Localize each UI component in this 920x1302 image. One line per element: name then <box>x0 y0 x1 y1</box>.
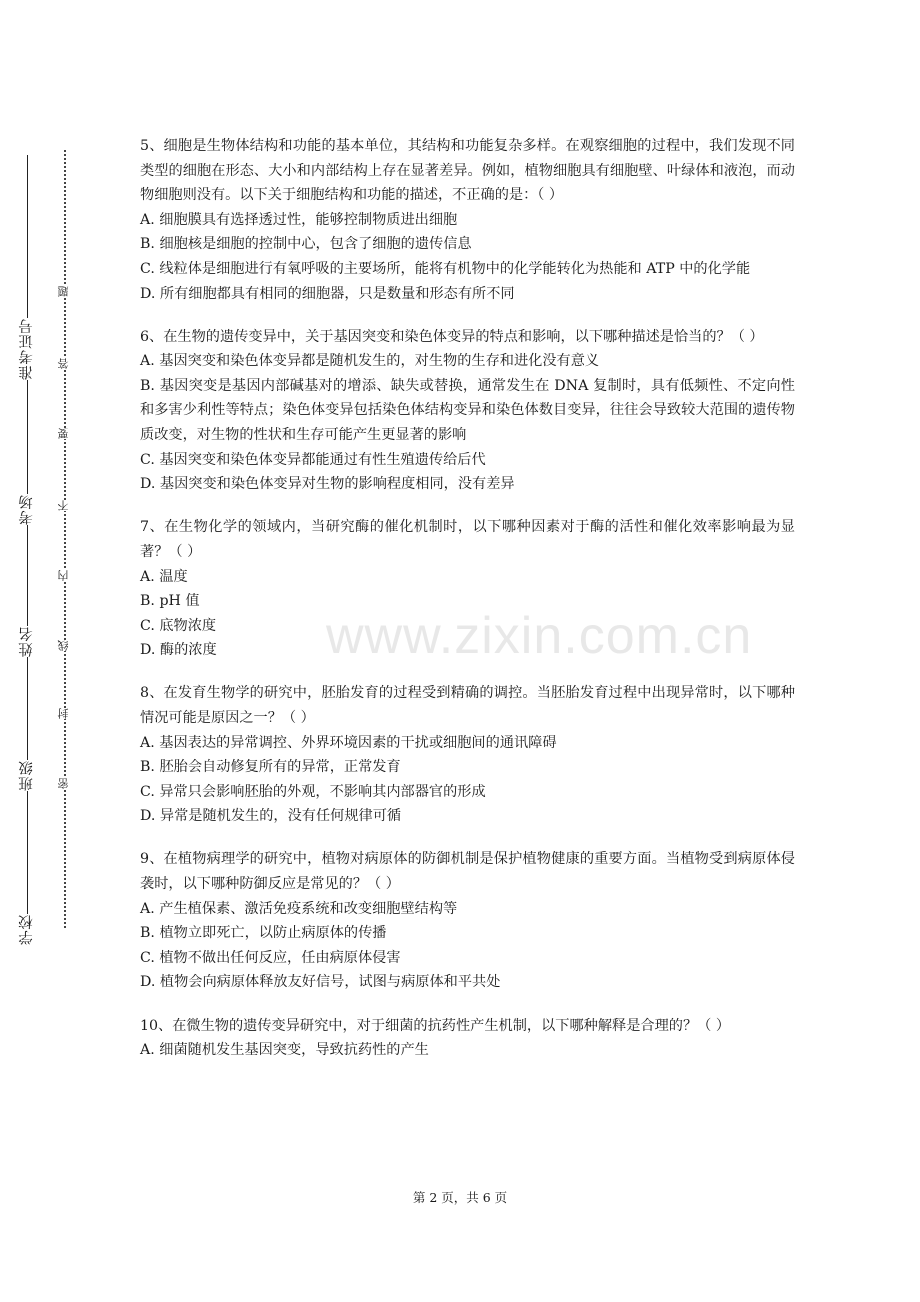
seal-char: 内 <box>55 570 73 581</box>
question-6 <box>140 325 795 497</box>
option-c: C. 底物浓度 <box>140 617 217 634</box>
question-stem: 10、在微生物的遗传变异研究中，对于细菌的抗药性产生机制，以下哪种解释是合理的？（ ） <box>140 1017 731 1034</box>
seal-dotted-line <box>64 150 66 928</box>
question-stem: 8、在发育生物学的研究中，胚胎发育的过程受到精确的调控。当胚胎发育过程中出现异常时，以下哪种情况可能是原因之一？（ ） <box>140 685 795 726</box>
sidebar-label-class: 班级 <box>13 760 41 791</box>
option-c: C. 植物不做出任何反应，任由病原体侵害 <box>140 949 401 966</box>
question-stem: 9、在植物病理学的研究中，植物对病原体的防御机制是保护植物健康的重要方面。当植物受到病原体侵袭时，以下哪种防御反应是常见的？（ ） <box>140 851 795 893</box>
sidebar-label-exam-room: 考场 <box>13 494 41 525</box>
seal-char: 要 <box>55 428 73 439</box>
option-a: A. 细胞膜具有选择透过性，能够控制物质进出细胞 <box>140 211 458 228</box>
option-a: A. 基因突变和染色体变异都是随机发生的，对生物的生存和进化没有意义 <box>140 353 600 370</box>
question-10 <box>140 1014 795 1063</box>
seal-char: 线 <box>55 640 73 651</box>
option-d: D. 所有细胞都具有相同的细胞器，只是数量和形态有所不同 <box>140 285 515 302</box>
option-b: B. 细胞核是细胞的控制中心，包含了细胞的遗传信息 <box>140 236 472 253</box>
option-a: A. 产生植保素、激活免疫系统和改变细胞壁结构等 <box>140 900 458 917</box>
sidebar-label-school: 学校 <box>13 914 41 945</box>
seal-char: 答 <box>55 358 73 369</box>
option-d: D. 酶的浓度 <box>140 642 217 659</box>
option-b: B. 胚胎会自动修复所有的异常，正常发育 <box>140 759 401 776</box>
question-5 <box>140 134 795 306</box>
option-a: A. 温度 <box>140 568 188 585</box>
seal-char: 密 <box>55 778 73 789</box>
question-8 <box>140 681 795 829</box>
sidebar-label-name: 姓名 <box>13 626 41 657</box>
question-stem: 6、在生物的遗传变异中，关于基因突变和染色体变异的特点和影响，以下哪种描述是恰当的？（ ） <box>140 328 764 345</box>
option-a: A. 基因表达的异常调控、外界环境因素的干扰或细胞间的通讯障碍 <box>140 734 557 751</box>
option-d: D. 植物会向病原体释放友好信号，试图与病原体和平共处 <box>140 974 501 991</box>
page-footer: 第 2 页，共 6 页 <box>412 1190 508 1205</box>
question-stem: 7、在生物化学的领域内，当研究酶的催化机制时，以下哪种因素对于酶的活性和催化效率影响最为显著？（ ） <box>140 519 795 560</box>
seal-char: 不 <box>55 500 73 511</box>
seal-char: 封 <box>55 708 73 719</box>
option-b: B. 植物立即死亡，以防止病原体的传播 <box>140 925 387 942</box>
option-c: C. 异常只会影响胚胎的外观，不影响其内部器官的形成 <box>140 783 486 800</box>
option-b: B. 基因突变是基因内部碱基对的增添、缺失或替换，通常发生在 DNA 复制时，具有低频性、不定向性和多害少利性等特点；染色体变异包括染色体结构变异和染色体数目变异，往往会导致较大范围的遗传物质改变，对生物的性状和生存可能产生更显著的影响 <box>140 377 795 444</box>
option-d: D. 基因突变和染色体变异对生物的影响程度相同，没有差异 <box>140 476 515 493</box>
binding-line <box>27 155 28 925</box>
sidebar-label-exam-number: 准考证号 <box>13 318 41 380</box>
option-d: D. 异常是随机发生的，没有任何规律可循 <box>140 808 402 825</box>
question-stem: 5、细胞是生物体结构和功能的基本单位，其结构和功能复杂多样。在观察细胞的过程中，我们发现不同类型的细胞在形态、大小和内部结构上存在显著差异。例如，植物细胞具有细胞壁、叶绿体和液泡，而动物细胞则没有。以下关于细胞结构和功能的描述，不正确的是：（ ） <box>140 138 795 204</box>
option-c: C. 线粒体是细胞进行有氧呼吸的主要场所，能将有机物中的化学能转化为热能和 ATP 中的化学能 <box>140 260 751 277</box>
question-9 <box>140 847 795 995</box>
option-c: C. 基因突变和染色体变异都能通过有性生殖遗传给后代 <box>140 451 486 468</box>
option-b: B. pH 值 <box>140 593 200 610</box>
option-a: A. 细菌随机发生基因突变，导致抗药性的产生 <box>140 1042 429 1059</box>
watermark: www.zixin.com.cn <box>326 607 753 665</box>
seal-char: 题 <box>55 286 73 297</box>
